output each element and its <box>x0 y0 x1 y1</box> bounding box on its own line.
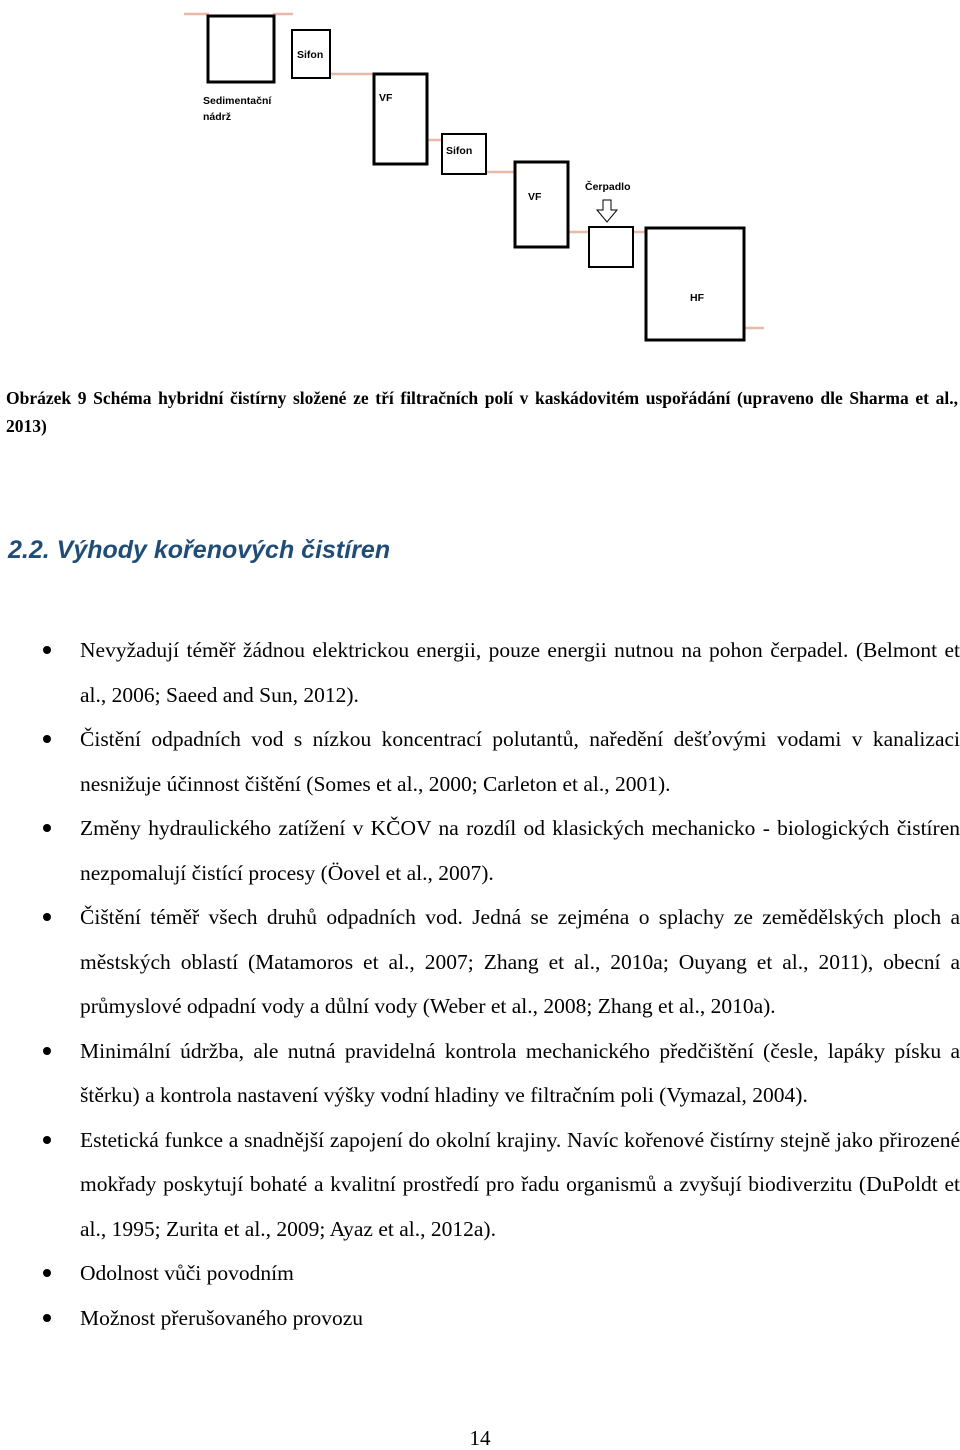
list-item <box>0 806 960 895</box>
cascade-diagram <box>0 0 960 360</box>
page-number: 14 <box>469 1426 491 1450</box>
pump-label: Čerpadlo <box>585 181 631 193</box>
section-heading: 2.2. Výhody kořenových čistíren <box>8 536 391 564</box>
bullet-dot-icon <box>43 735 51 743</box>
list-item-text: Odolnost vůči povodním <box>80 1261 294 1285</box>
advantages-list <box>0 628 960 1340</box>
list-item-text: Změny hydraulického zatížení v KČOV na rozdíl od klasických mechanicko - biologických čistíren nezpomalují čistící procesy (Öovel et al., 2007). <box>80 816 960 885</box>
bullet-dot-icon <box>43 1136 51 1144</box>
bullet-dot-icon <box>43 913 51 921</box>
sedimentation-tank-box <box>208 16 274 82</box>
vf-bed-box-1 <box>374 74 427 164</box>
list-item <box>0 1029 960 1118</box>
bullet-dot-icon <box>43 1269 51 1277</box>
list-item-text: Estetická funkce a snadnější zapojení do okolní krajiny. Navíc kořenové čistírny stejně jako přirozené mokřady poskytují bohaté a kvalitní prostředí pro řadu organismů a zvyšují biodiverzitu (DuPoldt et al., 1995; Zurita et al., 2009; Ayaz et al., 2012a). <box>80 1127 960 1241</box>
vf-bed-box-2 <box>515 162 568 247</box>
list-item <box>0 1296 960 1341</box>
sedimentation-tank-label: Sedimentační <box>203 95 272 107</box>
siphon-label-1: Sifon <box>297 49 324 61</box>
sedimentation-tank-label-2: nádrž <box>203 111 232 123</box>
hf-bed-box <box>646 228 744 340</box>
list-item-text: Minimální údržba, ale nutná pravidelná kontrola mechanického předčištění (česle, lapáky písku a štěrku) a kontrola nastavení výšky vodní hladiny ve filtračním poli (Vymazal, 2004). <box>80 1038 960 1107</box>
list-item-text: Čištění téměř všech druhů odpadních vod. Jedná se zejména o splachy ze zemědělských ploch a městských oblastí (Matamoros et al., 2007; Zhang et al., 2010a; Ouyang et al., 2011), obecní a průmyslové odpadní vody a důlní vody (Weber et al., 2008; Zhang et al., 2010a). <box>80 905 960 1018</box>
list-item-text: Možnost přerušovaného provozu <box>80 1305 364 1330</box>
list-item <box>0 1118 960 1252</box>
list-item <box>0 895 960 1029</box>
siphon-label-2: Sifon <box>446 145 473 157</box>
list-item <box>0 628 960 717</box>
pump-arrow-icon <box>597 200 617 222</box>
pump-box <box>589 227 633 267</box>
bullet-dot-icon <box>43 646 51 654</box>
figure-caption: Obrázek 9 Schéma hybridní čistírny složené ze tří filtračních polí v kaskádovitém uspořádání (upraveno dle Sharma et al., 2013) <box>6 388 958 436</box>
list-item <box>0 717 960 806</box>
vf-label-1: VF <box>379 92 393 104</box>
hf-label: HF <box>690 292 704 304</box>
vf-label-2: VF <box>528 191 542 203</box>
bullet-dot-icon <box>43 824 51 832</box>
bullet-dot-icon <box>43 1047 51 1055</box>
list-item <box>0 1251 960 1296</box>
list-item-text: Čistění odpadních vod s nízkou koncentrací polutantů, naředění dešťovými vodami v kanalizaci nesnižuje účinnost čištění (Somes et al., 2000; Carleton et al., 2001). <box>80 727 960 796</box>
list-item-text: Nevyžadují téměř žádnou elektrickou energii, pouze energii nutnou na pohon čerpadel. (Belmont et al., 2006; Saeed and Sun, 2012). <box>80 638 960 707</box>
bullet-dot-icon <box>43 1314 51 1322</box>
